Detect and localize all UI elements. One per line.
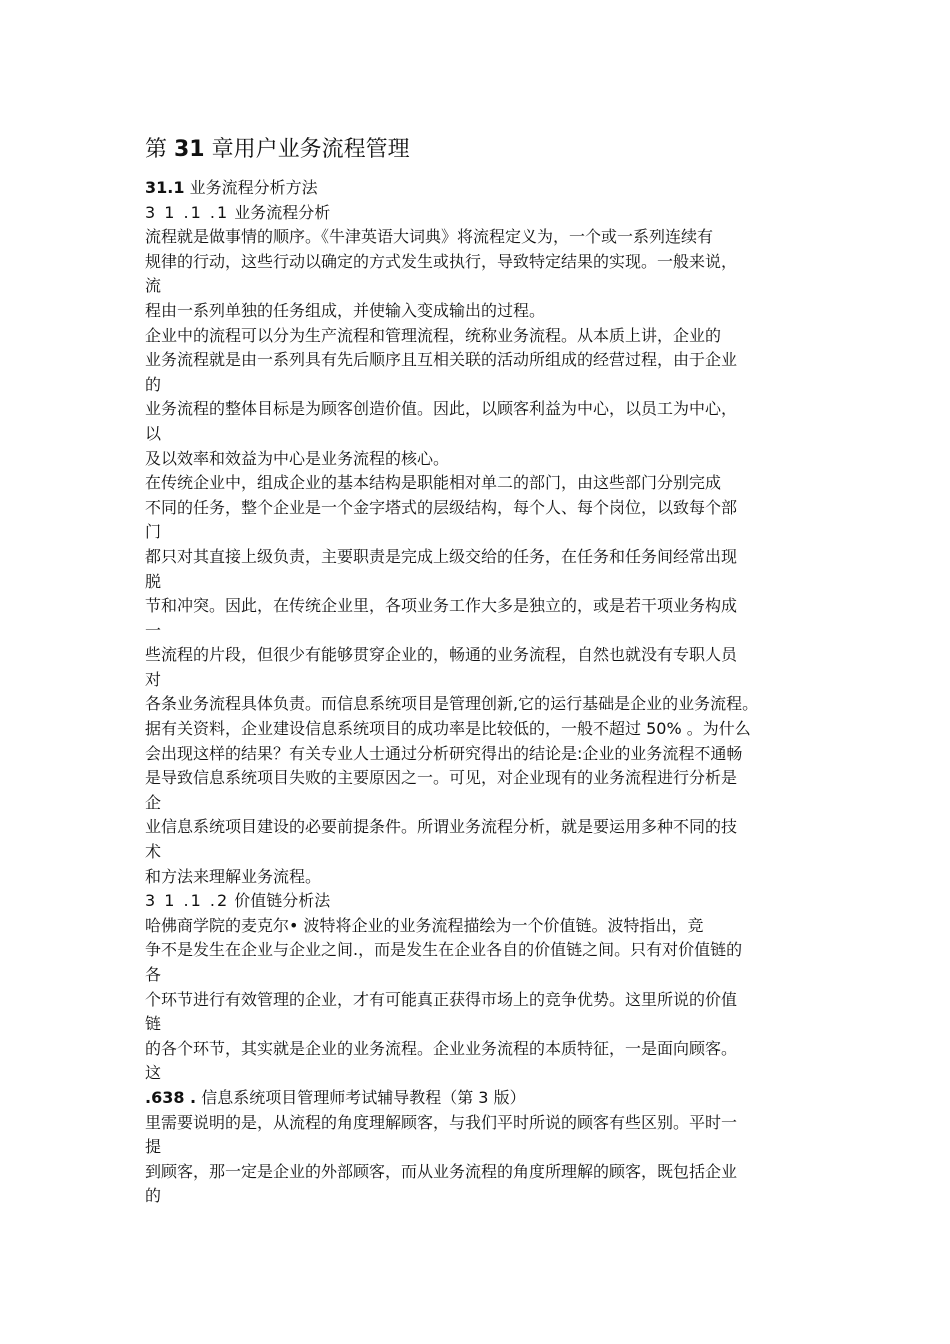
section-heading [145, 176, 815, 201]
text-line: 业务流程的整体目标是为顾客创造价值。因此，以顾客利益为中心，以员工为中心， [145, 399, 738, 419]
text-line: 是导致信息系统项目失败的主要原因之一。可见，对企业现有的业务流程进行分析是 [145, 768, 738, 788]
document-page [145, 134, 815, 1209]
subsection-number-2: 3 1 .1 .2 [145, 891, 230, 911]
text-line: 业信息系统项目建设的必要前提条件。所谓业务流程分析，就是要运用多种不同的技 [145, 817, 738, 837]
text-line: 一 [145, 620, 162, 640]
subsection-heading-1 [145, 201, 815, 226]
text-line: 脱 [145, 571, 162, 591]
book-title: 信息系统项目管理师考试辅导教程（第 3 版） [196, 1087, 526, 1107]
text-line: 规律的行动，这些行动以确定的方式发生或执行，导致特定结果的实现。一般来说， [145, 251, 738, 271]
text-line: 个环节进行有效管理的企业，才有可能真正获得市场上的竞争优势。这里所说的价值 [145, 989, 738, 1009]
text-line: 及以效率和效益为中心是业务流程的核心。 [145, 448, 450, 468]
text-line: 里需要说明的是，从流程的角度理解顾客，与我们平时所说的顾客有些区别。平时一 [145, 1112, 738, 1132]
text-line: 各条业务流程具体负责。而信息系统项目是管理创新,它的运行基础是企业的业务流程。 [145, 694, 759, 714]
subsection-number-1: 3 1 .1 .1 [145, 202, 230, 222]
text-line: 对 [145, 669, 162, 689]
subsection-heading-2 [145, 889, 815, 914]
text-line: 这 [145, 1063, 162, 1083]
chapter-prefix: 第 [145, 137, 174, 162]
text-line: 哈佛商学院的麦克尔• 波特将企业的业务流程描绘为一个价值链。波特指出，竞 [145, 915, 704, 935]
paragraph-block-3 [145, 1111, 815, 1209]
text-line: 争不是发生在企业与企业之间.，而是发生在企业各自的价值链之间。只有对价值链的 [145, 940, 743, 960]
section-title-text: 业务流程分析方法 [184, 178, 318, 197]
text-line: 提 [145, 1137, 162, 1157]
chapter-number: 31 [174, 137, 205, 162]
subsection-title-text-2: 价值链分析法 [229, 891, 331, 911]
text-line: 各 [145, 965, 162, 984]
subsection-title-text-1: 业务流程分析 [229, 202, 331, 222]
chapter-title-text: 章用户业务流程管理 [204, 137, 410, 162]
text-line: 在传统企业中，组成企业的基本结构是职能相对单二的部门，由这些部门分别完成 [145, 473, 722, 493]
running-footer [145, 1086, 815, 1111]
text-line: 的 [145, 1186, 162, 1206]
paragraph-block-2 [145, 914, 815, 1086]
text-line: 业务流程就是由一系列具有先后顺序且互相关联的活动所组成的经营过程，由于企业 [145, 350, 738, 370]
text-line: 的 [145, 374, 162, 394]
text-line: 的各个环节，其实就是企业的业务流程。企业业务流程的本质特征，一是面向顾客。 [145, 1038, 738, 1058]
text-line: 链 [145, 1014, 162, 1034]
text-line: 节和冲突。因此，在传统企业里，各项业务工作大多是独立的，或是若干项业务构成 [145, 596, 738, 616]
text-line: 程由一系列单独的任务组成，并使输入变成输出的过程。 [145, 300, 546, 320]
text-line: 以 [145, 423, 162, 443]
text-line: 到顾客，那一定是企业的外部顾客，而从业务流程的角度所理解的顾客，既包括企业 [145, 1161, 738, 1181]
text-line: 流程就是做事情的顺序。《牛津英语大词典》将流程定义为，一个或一系列连续有 [145, 227, 714, 247]
text-line: 和方法来理解业务流程。 [145, 866, 322, 886]
page-number: .638 . [145, 1087, 197, 1107]
text-line: 会出现这样的结果？有关专业人士通过分析研究得出的结论是:企业的业务流程不通畅 [145, 743, 743, 763]
text-line: 流 [145, 276, 162, 296]
text-line: 门 [145, 522, 162, 542]
chapter-title [145, 134, 815, 166]
section-number: 31.1 [145, 178, 185, 197]
text-line: 术 [145, 842, 162, 862]
text-line: 都只对其直接上级负责，主要职责是完成上级交给的任务，在任务和任务间经常出现 [145, 546, 738, 566]
text-line: 企业中的流程可以分为生产流程和管理流程，统称业务流程。从本质上讲，企业的 [145, 325, 722, 345]
text-line: 不同的任务，整个企业是一个金字塔式的层级结构，每个人、每个岗位，以致每个部 [145, 497, 738, 517]
text-line: 据有关资料，企业建设信息系统项目的成功率是比较低的，一般不超过 50% 。为什么 [145, 719, 751, 739]
text-line: 些流程的片段，但很少有能够贯穿企业的，畅通的业务流程，自然也就没有专职人员 [145, 645, 738, 665]
paragraph-block-1 [145, 225, 815, 889]
text-line: 企 [145, 792, 162, 812]
